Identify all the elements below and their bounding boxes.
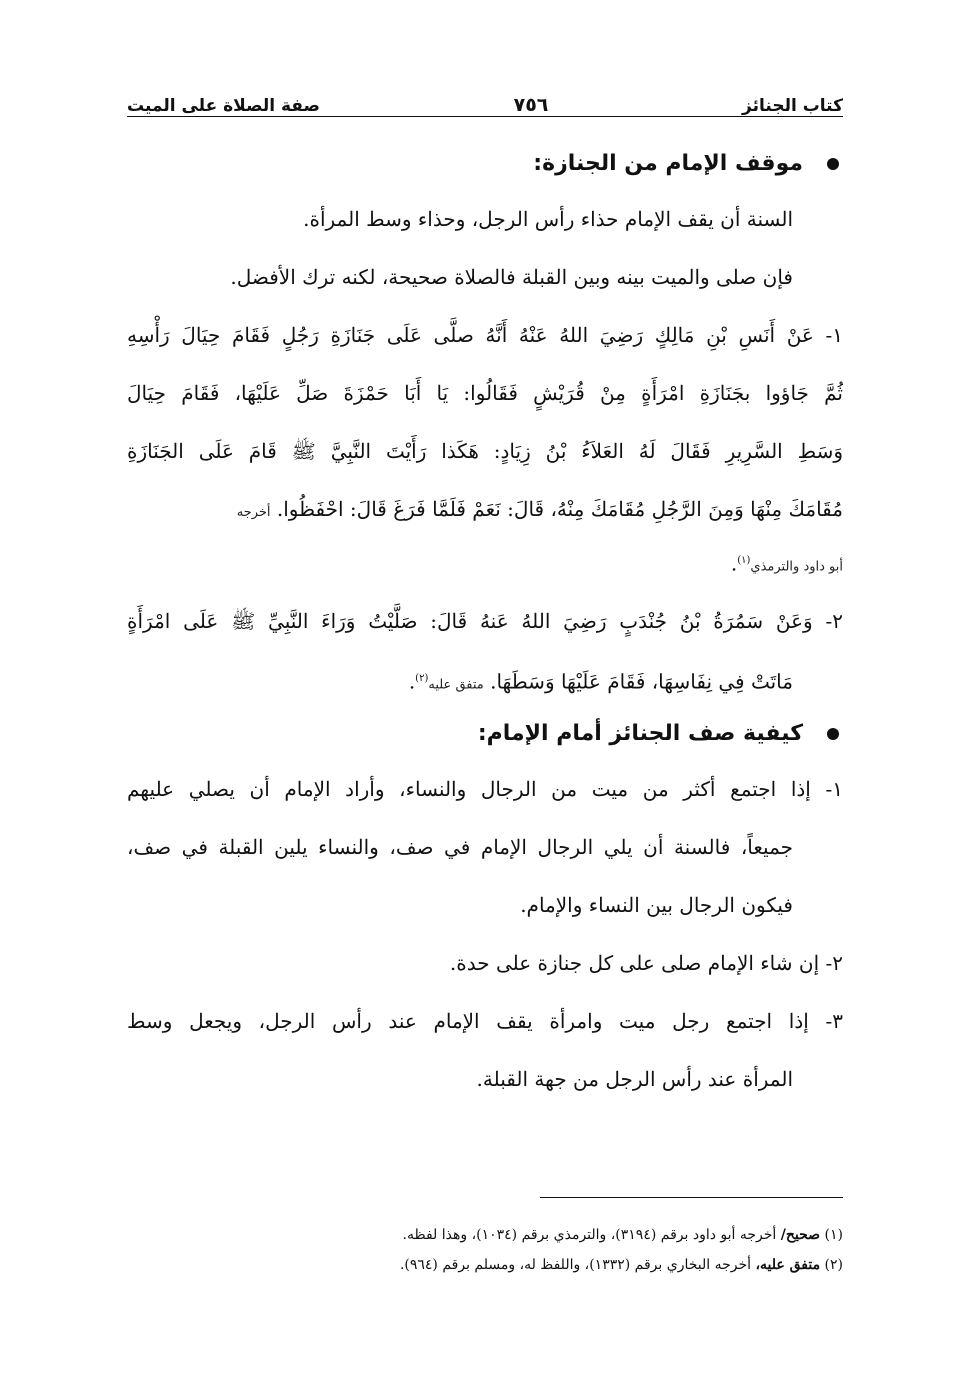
footnote-ref: (١) [737,555,751,566]
paragraph: السنة أن يقف الإمام حذاء رأس الرجل، وحذاء وسط المرأة. [303,207,793,231]
hadith-line [127,650,843,708]
footnote-number: (١) [824,1227,843,1243]
hadith-line: ١- عَنْ أَنَسِ بْنِ مَالِكٍ رَضِيَ اللهُ عَنْهُ أَنَّهُ صلَّى عَلَى جَنَازَةِ رَجُلٍ فَقَامَ حِيَالَ رَأْسِهِ [127,323,843,347]
rule-item-1 [127,760,843,934]
hadith-source: متفق عليه [428,677,484,693]
hadith-1 [127,306,843,584]
footnote [127,1220,843,1250]
footnote-text: أخرجه البخاري برقم (١٣٣٢)، واللفظ له، ومسلم برقم (٩٦٤). [399,1257,752,1273]
footnote [127,1250,843,1280]
bullet-icon [827,728,839,740]
section-title: صفة الصلاة على الميت [127,96,320,116]
paragraph: فإن صلى والميت بينه وبين القبلة فالصلاة صحيحة، لكنه ترك الأفضل. [230,265,793,289]
hadith-line: ٢- وَعَنْ سَمُرَةُ بْنُ جُنْدَبٍ رَضِيَ اللهُ عَنهُ قَالَ: صَلَّيْتُ وَرَاءَ النَّبِيِّ ﷺ عَلَى امْرَأَةٍ [127,609,843,633]
header-rule [127,116,843,117]
hadith-line [127,480,843,538]
period: . [408,669,416,694]
period: . [730,551,738,576]
rule-line: جميعاً، فالسنة أن يلي الرجال الإمام في صف، والنساء يلين القبلة في صف، [127,835,793,859]
running-header [127,80,843,116]
rule-line: المرأة عند رأس الرجل من جهة القبلة. [476,1067,793,1091]
section-heading-funeral-rows [127,708,843,760]
footnote-rule [540,1197,843,1198]
heading-text: كيفية صف الجنائز أمام الإمام: [477,721,803,746]
bullet-icon [827,158,839,170]
hadith-line [127,538,843,584]
rule-line: ٣- إذا اجتمع رجل ميت وامرأة يقف الإمام عند رأس الرجل، ويجعل وسط [127,1009,843,1033]
page-number: ٧٥٦ [513,94,549,116]
hadith-line: ثُمَّ جَاؤوا بجَنَازَةِ امْرَأَةٍ مِنْ قُرَيْشٍ فَقَالُوا: يَا أَبَا حَمْزَةَ صَلِّ عَلَيْهَا، فَقَامَ حِيَالَ [127,381,843,405]
hadith-source: أبو داود والترمذي [750,559,843,575]
footnote-number: (٢) [824,1257,843,1273]
rule-item-2: ٢- إن شاء الإمام صلى على كل جنازة على حدة. [449,951,843,975]
footnote-ref: (٢) [415,673,429,684]
footnote-label: متفق عليه، [755,1257,821,1273]
main-content [127,138,843,1108]
rule-line: فيكون الرجال بين النساء والإمام. [520,893,793,917]
rule-line: ١- إذا اجتمع أكثر من ميت من الرجال والنساء، وأراد الإمام أن يصلي عليهم [127,777,843,801]
footnote-text: أخرجه أبو داود برقم (٣١٩٤)، والترمذي برقم (١٠٣٤)، وهذا لفظه. [402,1227,777,1243]
hadith-text: مَاتَتْ فِي نِفَاسِهَا، فَقَامَ عَلَيْهَا وَسَطَهَا. [490,669,793,694]
heading-text: موقف الإمام من الجنازة: [533,151,803,176]
hadith-source: أخرجه [236,505,271,520]
book-title: كتاب الجنائز [742,96,843,116]
rule-item-3 [127,992,843,1108]
section-heading-imam-position [127,138,843,190]
hadith-line: وَسَطِ السَّرِيرِ فَقَالَ لَهُ العَلاَءُ بْنُ زِيَادٍ: هَكَذا رَأَيْتَ النَّبِيَّ ﷺ قَامَ عَلَى الجَنَازَةِ [127,439,843,463]
hadith-2 [127,592,843,708]
footnote-label: صحيح/ [780,1227,821,1243]
hadith-text: مُقَامَكَ مِنْهَا وَمِنَ الرَّجُلِ مُقَامَكَ مِنْهُ، قَالَ: نَعَمْ فَلَمَّا فَرَغَ قَالَ: احْفَظُوا. [276,497,843,521]
footnotes [127,1220,843,1280]
